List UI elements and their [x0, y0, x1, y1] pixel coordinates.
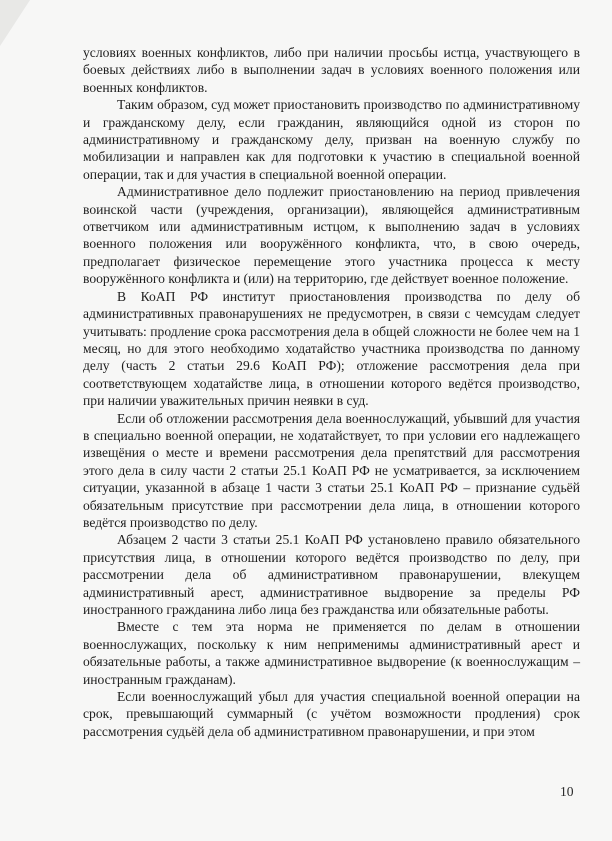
- paragraph-continuation: условиях военных конфликтов, либо при наличии просьбы истца, участвующего в боевых действиях либо в выполнении задач в условиях военного положения или военных конфликтов.: [83, 45, 580, 95]
- paragraph-departure-term: Если военнослужащий убыл для участия специальной военной операции на срок, превышающий суммарный (с учётом возможности продления) срок рассмотрения судьёй дела об административном правонарушении, и при этом: [83, 689, 580, 739]
- paragraph-postponement: Если об отложении рассмотрения дела военнослужащий, убывший для участия в специально военной операции, не ходатайствует, то при условии его надлежащего извещёния о месте и времени рассмотрения дела препятствий для рассмотрения этого дела в силу части 2 статьи 25.1 КоАП РФ не усматривается, за исключением ситуации, указанной в абзаце 1 части 3 статьи 25.1 КоАП РФ – признание судьёй обязательным присутствие при рассмотрении дела лица, в отношении которого ведётся производство по делу.: [83, 410, 580, 530]
- page-corner-shadow: [0, 0, 30, 46]
- paragraph-administrative-case: Административное дело подлежит приостановлению на период привлечения воинской части (учреждения, организации), являющейся административным ответчиком или административным истцом, к выполнению задач в условиях военного положения или вооружённого конфликта, что, в свою очередь, предполагает физическое перемещение этого участника процесса к месту вооружённого конфликта и (или) на территорию, где действует военное положение.: [83, 184, 580, 287]
- paragraph-suspension-civil-cases: Таким образом, суд может приостановить производство по административному и гражданскому делу, если гражданин, являющийся одной из сторон по административному и гражданскому делу, призван на военную службу по мобилизации и направлен как для подготовки к участию в специальной военной операции, так и для участия в специальной военной операции.: [83, 97, 580, 182]
- document-body: [83, 44, 580, 740]
- paragraph-exception-military: Вместе с тем эта норма не применяется по делам в отношении военнослужащих, поскольку к ним неприменимы административный арест и обязательные работы, а также административное выдворение (к военнослужащим – иностранным гражданам).: [83, 619, 580, 687]
- paragraph-mandatory-presence: Абзацем 2 части 3 статьи 25.1 КоАП РФ установлено правило обязательного присутствия лица, в отношении которого ведётся производство по делу, при рассмотрении дела об административном правонарушении, влекущем административный арест, административное выдворение за пределы РФ иностранного гражданина либо лица без гражданства или обязательные работы.: [83, 532, 580, 617]
- paragraph-koap-suspension: В КоАП РФ институт приостановления производства по делу об административных правонарушениях не предусмотрен, в связи с чемсудам следует учитывать: продление срока рассмотрения дела в общей сложности не более чем на 1 месяц, но для этого необходимо ходатайство участника производства по данному делу (часть 2 статьи 29.6 КоАП РФ); отложение рассмотрения дела при соответствующем ходатайстве лица, в отношении которого ведётся производство, при наличии уважительных причин неявки в суд.: [83, 288, 580, 409]
- page-number: 10: [560, 784, 574, 799]
